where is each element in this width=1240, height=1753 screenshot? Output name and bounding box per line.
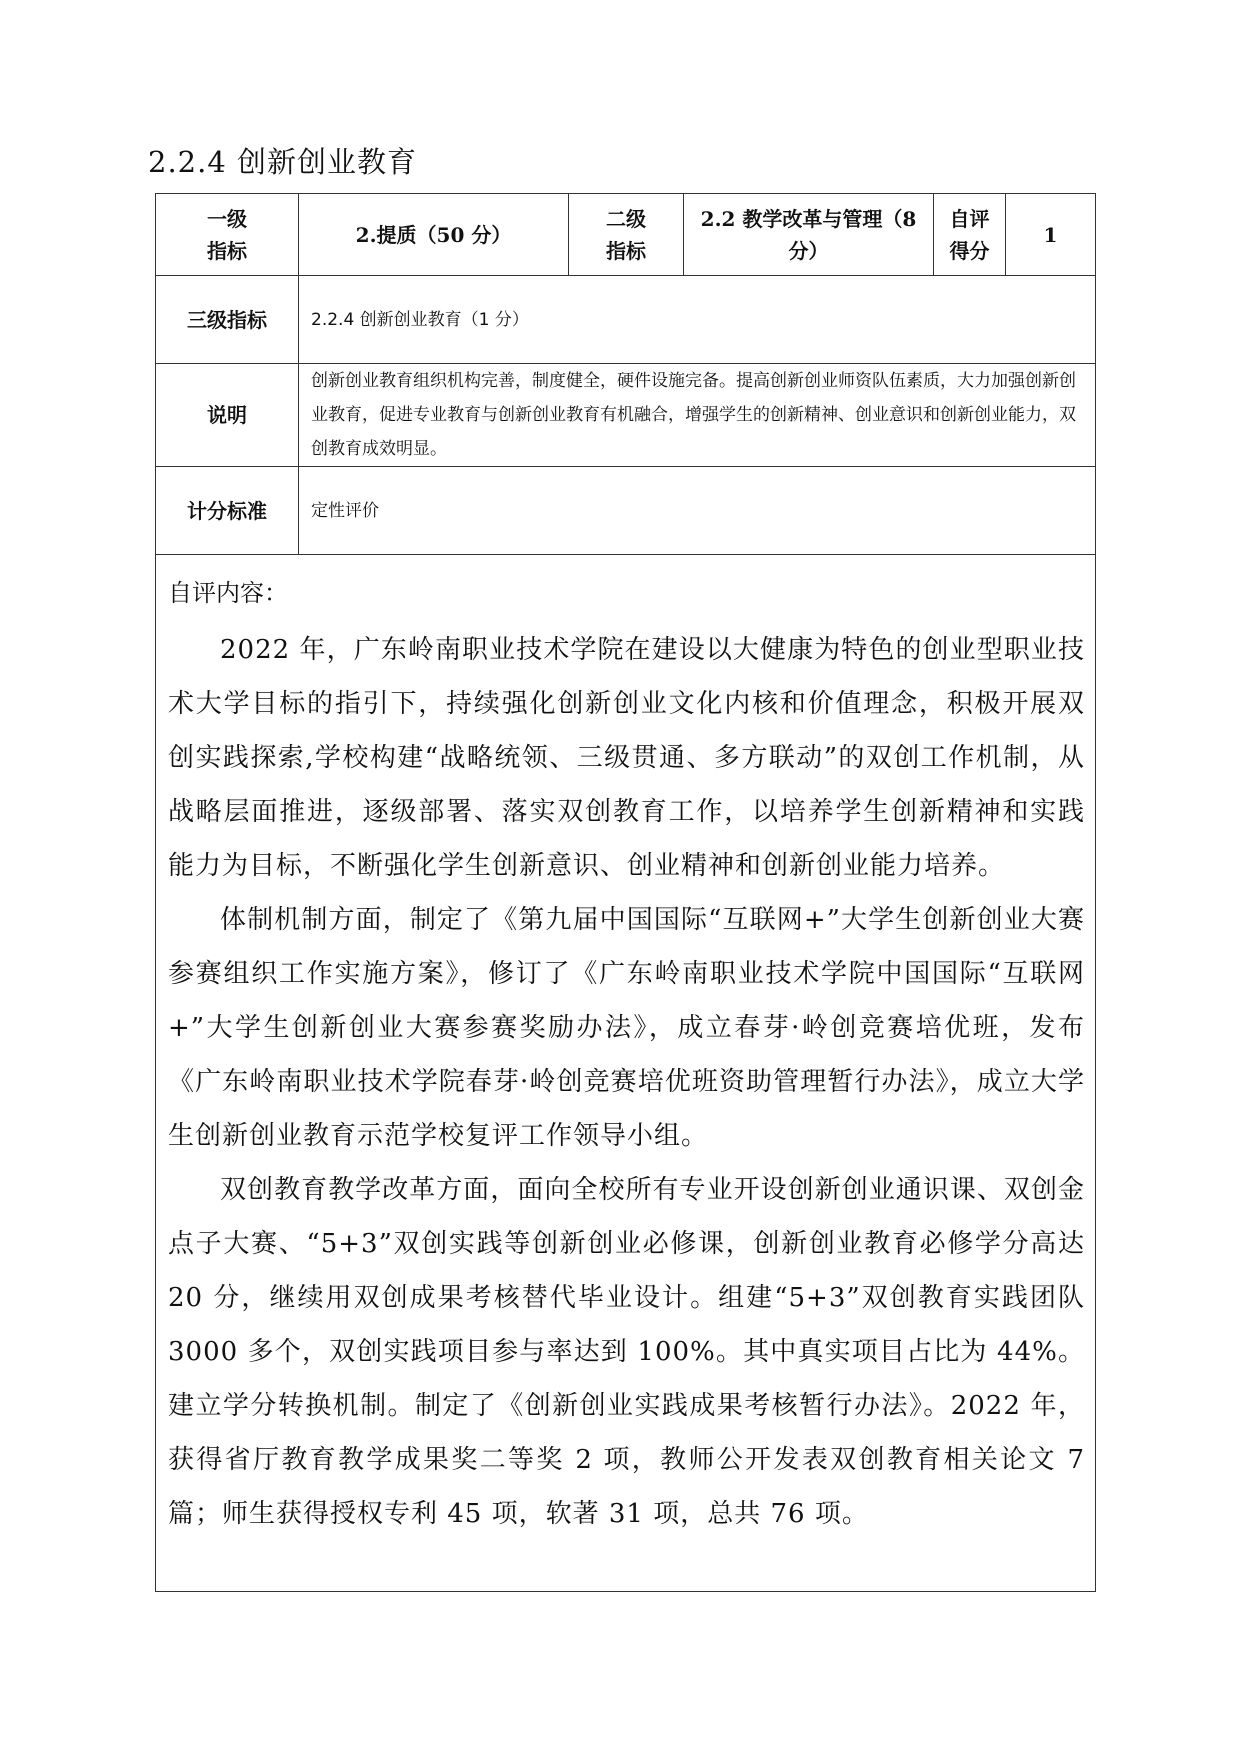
- level3-value: 2.2.4 创新创业教育（1 分）: [299, 276, 1096, 364]
- self-eval-paragraph-3: 双创教育教学改革方面，面向全校所有专业开设创新创业通识课、双创金点子大赛、“5+3”双创实践等创新创业必修课，创新创业教育必修学分高达 20 分，继续用双创成果考核替代毕业设计。组建“5+3”双创教育实践团队 3000 多个，双创实践项目参与率达到 100%。其中真实项目占比为 44%。建立学分转换机制。制定了《创新创业实践成果考核暂行办法》。2022 年，获得省厅教育教学成果奖二等奖 2 项，教师公开发表双创教育相关论文 7 篇；师生获得授权专利 45 项，软著 31 项，总共 76 项。: [168, 1175, 1085, 1529]
- level2-label: 二级 指标: [569, 194, 684, 276]
- criteria-row: [156, 467, 1096, 555]
- score-value: 1: [1006, 194, 1096, 276]
- level3-row: [156, 276, 1096, 364]
- level2-value: 2.2 教学改革与管理（8 分）: [684, 194, 934, 276]
- self-eval-title: 自评内容：: [168, 579, 288, 607]
- level1-value: 2.提质（50 分）: [299, 194, 569, 276]
- description-value: 创新创业教育组织机构完善，制度健全，硬件设施完备。提高创新创业师资队伍素质，大力加强创新创业教育，促进专业教育与创新创业教育有机融合，增强学生的创新精神、创业意识和创新创业能力，双创教育成效明显。: [299, 364, 1096, 467]
- self-eval-cell: [156, 555, 1096, 1592]
- description-label: 说明: [156, 364, 299, 467]
- self-eval-paragraph-1: 2022 年，广东岭南职业技术学院在建设以大健康为特色的创业型职业技术大学目标的指引下，持续强化创新创业文化内核和价值理念，积极开展双创实践探索,学校构建“战略统领、三级贯通、多方联动”的双创工作机制，从战略层面推进，逐级部署、落实双创教育工作，以培养学生创新精神和实践能力为目标，不断强化学生创新意识、创业精神和创新创业能力培养。: [168, 635, 1085, 881]
- evaluation-table: [155, 193, 1096, 1592]
- criteria-value: 定性评价: [299, 467, 1096, 555]
- description-row: [156, 364, 1096, 467]
- header-row: [156, 194, 1096, 276]
- self-eval-paragraph-2: 体制机制方面，制定了《第九届中国国际“互联网+”大学生创新创业大赛参赛组织工作实施方案》，修订了《广东岭南职业技术学院中国国际“互联网+”大学生创新创业大赛参赛奖励办法》，成立春芽·岭创竞赛培优班，发布《广东岭南职业技术学院春芽·岭创竞赛培优班资助管理暂行办法》，成立大学生创新创业教育示范学校复评工作领导小组。: [168, 905, 1086, 1151]
- level3-label: 三级指标: [156, 276, 299, 364]
- score-label: 自评 得分: [934, 194, 1006, 276]
- self-eval-row: [156, 555, 1096, 1592]
- section-heading: 2.2.4 创新创业教育: [148, 145, 418, 179]
- level1-label: 一级 指标: [156, 194, 299, 276]
- criteria-label: 计分标准: [156, 467, 299, 555]
